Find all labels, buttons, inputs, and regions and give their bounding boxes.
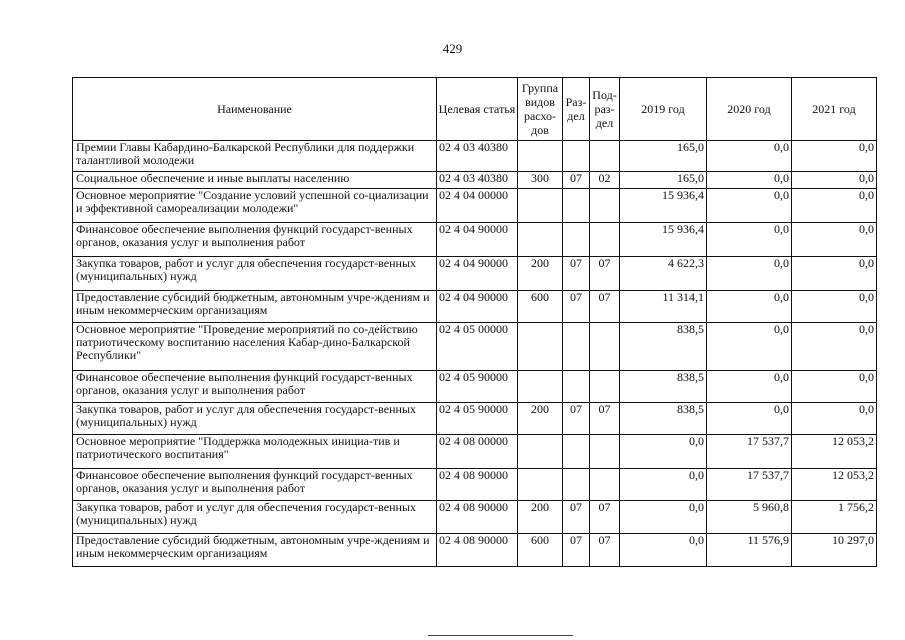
row-expense-group-cell: [518, 141, 563, 172]
row-target-article-cell: 02 4 05 90000: [437, 371, 518, 403]
row-2019-cell: 165,0: [620, 172, 707, 189]
row-subsection-cell: [590, 323, 620, 371]
table-row: [73, 257, 877, 291]
row-subsection-cell: 07: [590, 403, 620, 435]
row-subsection-cell: [590, 371, 620, 403]
row-2021-cell: 0,0: [792, 371, 877, 403]
row-expense-group-cell: 200: [518, 257, 563, 291]
row-name-cell: Основное мероприятие "Поддержка молодежных инициа-тив и патриотического воспитания": [73, 435, 437, 469]
table-row: [73, 469, 877, 501]
row-target-article-cell: 02 4 04 00000: [437, 189, 518, 223]
table-row: [73, 371, 877, 403]
page-number: 429: [442, 41, 463, 56]
row-2019-cell: 0,0: [620, 469, 707, 501]
row-expense-group-cell: 200: [518, 501, 563, 534]
header-target-article: Целевая статья: [437, 78, 518, 141]
row-2019-cell: 838,5: [620, 323, 707, 371]
row-2021-cell: 10 297,0: [792, 534, 877, 567]
row-name-cell: Закупка товаров, работ и услуг для обеспечения государст-венных (муниципальных) нужд: [73, 257, 437, 291]
table-row: [73, 435, 877, 469]
row-2020-cell: 0,0: [707, 189, 792, 223]
row-expense-group-cell: 300: [518, 172, 563, 189]
row-2020-cell: 0,0: [707, 172, 792, 189]
row-2020-cell: 0,0: [707, 291, 792, 323]
row-expense-group-cell: 600: [518, 291, 563, 323]
row-section-cell: 07: [563, 501, 590, 534]
table-row: [73, 172, 877, 189]
bottom-divider: [428, 635, 573, 636]
header-subsection: Под-раз-дел: [590, 78, 620, 141]
row-2020-cell: 0,0: [707, 257, 792, 291]
row-name-cell: Предоставление субсидий бюджетным, автономным учре-ждениям и иным некоммерческим организациям: [73, 291, 437, 323]
row-section-cell: 07: [563, 291, 590, 323]
row-section-cell: [563, 323, 590, 371]
table-row: [73, 403, 877, 435]
row-name-cell: Закупка товаров, работ и услуг для обеспечения государст-венных (муниципальных) нужд: [73, 403, 437, 435]
row-subsection-cell: 07: [590, 501, 620, 534]
row-subsection-cell: 07: [590, 534, 620, 567]
row-2021-cell: 0,0: [792, 189, 877, 223]
row-section-cell: 07: [563, 403, 590, 435]
row-subsection-cell: [590, 469, 620, 501]
row-section-cell: 07: [563, 257, 590, 291]
row-target-article-cell: 02 4 08 90000: [437, 501, 518, 534]
row-target-article-cell: 02 4 08 90000: [437, 534, 518, 567]
row-name-cell: Социальное обеспечение и иные выплаты населению: [73, 172, 437, 189]
row-2019-cell: 838,5: [620, 371, 707, 403]
row-subsection-cell: [590, 435, 620, 469]
row-target-article-cell: 02 4 04 90000: [437, 257, 518, 291]
table-row: [73, 291, 877, 323]
row-2020-cell: 11 576,9: [707, 534, 792, 567]
row-2019-cell: 4 622,3: [620, 257, 707, 291]
row-target-article-cell: 02 4 03 40380: [437, 141, 518, 172]
row-2020-cell: 0,0: [707, 223, 792, 257]
row-name-cell: Закупка товаров, работ и услуг для обеспечения государст-венных (муниципальных) нужд: [73, 501, 437, 534]
row-2021-cell: 0,0: [792, 323, 877, 371]
row-2020-cell: 0,0: [707, 371, 792, 403]
row-subsection-cell: [590, 141, 620, 172]
table-header-row: [73, 78, 877, 141]
row-2019-cell: 15 936,4: [620, 189, 707, 223]
header-section: Раз-дел: [563, 78, 590, 141]
row-subsection-cell: 07: [590, 291, 620, 323]
row-2020-cell: 0,0: [707, 403, 792, 435]
row-section-cell: 07: [563, 172, 590, 189]
row-2021-cell: 0,0: [792, 141, 877, 172]
row-2021-cell: 0,0: [792, 223, 877, 257]
row-section-cell: [563, 189, 590, 223]
row-2020-cell: 17 537,7: [707, 435, 792, 469]
row-target-article-cell: 02 4 08 90000: [437, 469, 518, 501]
row-subsection-cell: 07: [590, 257, 620, 291]
row-subsection-cell: [590, 223, 620, 257]
row-2021-cell: 1 756,2: [792, 501, 877, 534]
budget-table: [72, 77, 877, 567]
row-target-article-cell: 02 4 03 40380: [437, 172, 518, 189]
row-2019-cell: 11 314,1: [620, 291, 707, 323]
table-row: [73, 534, 877, 567]
row-section-cell: 07: [563, 534, 590, 567]
header-2021: 2021 год: [792, 78, 877, 141]
row-2019-cell: 838,5: [620, 403, 707, 435]
row-section-cell: [563, 223, 590, 257]
row-2020-cell: 0,0: [707, 323, 792, 371]
row-name-cell: Финансовое обеспечение выполнения функций государст-венных органов, оказания услуг и выполнения работ: [73, 469, 437, 501]
table-body: [73, 141, 877, 567]
row-2021-cell: 0,0: [792, 257, 877, 291]
row-2019-cell: 165,0: [620, 141, 707, 172]
header-2019: 2019 год: [620, 78, 707, 141]
row-expense-group-cell: 200: [518, 403, 563, 435]
row-target-article-cell: 02 4 04 90000: [437, 291, 518, 323]
header-2020: 2020 год: [707, 78, 792, 141]
row-target-article-cell: 02 4 04 90000: [437, 223, 518, 257]
row-2021-cell: 0,0: [792, 403, 877, 435]
row-2019-cell: 0,0: [620, 534, 707, 567]
row-2021-cell: 12 053,2: [792, 435, 877, 469]
row-expense-group-cell: [518, 223, 563, 257]
row-name-cell: Финансовое обеспечение выполнения функций государст-венных органов, оказания услуг и выполнения работ: [73, 371, 437, 403]
row-2021-cell: 0,0: [792, 291, 877, 323]
row-section-cell: [563, 141, 590, 172]
row-2020-cell: 17 537,7: [707, 469, 792, 501]
row-name-cell: Предоставление субсидий бюджетным, автономным учре-ждениям и иным некоммерческим организациям: [73, 534, 437, 567]
row-2021-cell: 0,0: [792, 172, 877, 189]
row-section-cell: [563, 371, 590, 403]
row-name-cell: Финансовое обеспечение выполнения функций государст-венных органов, оказания услуг и выполнения работ: [73, 223, 437, 257]
row-expense-group-cell: [518, 469, 563, 501]
row-target-article-cell: 02 4 08 00000: [437, 435, 518, 469]
row-expense-group-cell: [518, 189, 563, 223]
row-expense-group-cell: [518, 371, 563, 403]
row-name-cell: Премии Главы Кабардино-Балкарской Республики для поддержки талантливой молодежи: [73, 141, 437, 172]
row-2020-cell: 0,0: [707, 141, 792, 172]
row-expense-group-cell: [518, 435, 563, 469]
header-expense-group: Группа видов расхо-дов: [518, 78, 563, 141]
row-section-cell: [563, 469, 590, 501]
row-expense-group-cell: 600: [518, 534, 563, 567]
table-row: [73, 189, 877, 223]
table-row: [73, 141, 877, 172]
row-subsection-cell: 02: [590, 172, 620, 189]
row-section-cell: [563, 435, 590, 469]
header-name: Наименование: [73, 78, 437, 141]
row-name-cell: Основное мероприятие "Проведение мероприятий по со-действию патриотическому воспитанию населения Кабар-дино-Балкарской Республики": [73, 323, 437, 371]
row-2021-cell: 12 053,2: [792, 469, 877, 501]
row-expense-group-cell: [518, 323, 563, 371]
row-2019-cell: 0,0: [620, 501, 707, 534]
table-row: [73, 323, 877, 371]
table-row: [73, 501, 877, 534]
row-target-article-cell: 02 4 05 90000: [437, 403, 518, 435]
row-2019-cell: 0,0: [620, 435, 707, 469]
row-2019-cell: 15 936,4: [620, 223, 707, 257]
row-target-article-cell: 02 4 05 00000: [437, 323, 518, 371]
row-name-cell: Основное мероприятие "Создание условий успешной со-циализации и эффективной самореализации молодежи": [73, 189, 437, 223]
row-subsection-cell: [590, 189, 620, 223]
row-2020-cell: 5 960,8: [707, 501, 792, 534]
table-row: [73, 223, 877, 257]
